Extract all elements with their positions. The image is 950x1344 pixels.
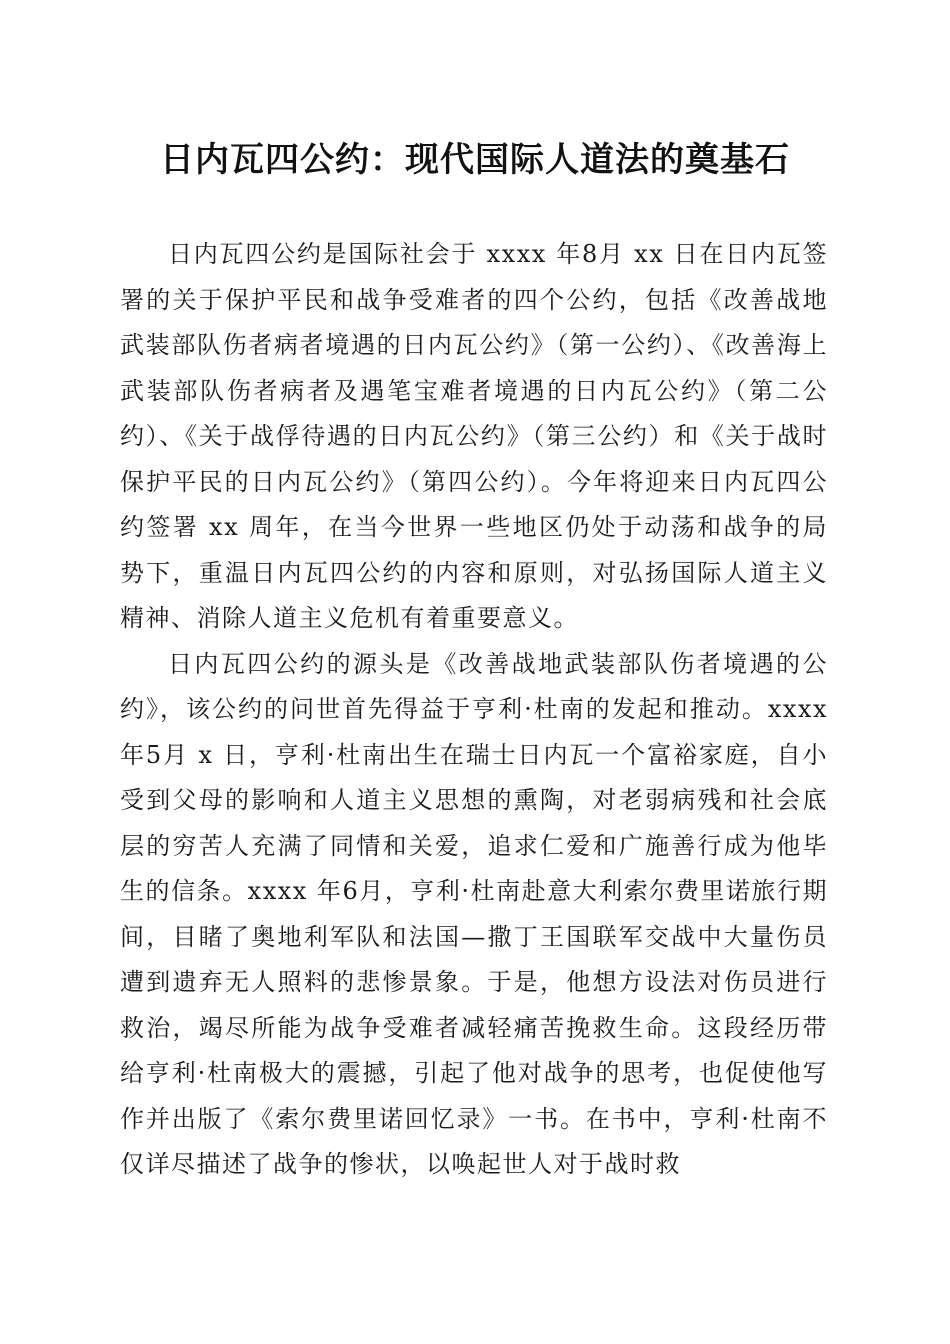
paragraph-1: 日内瓦四公约是国际社会于 xxxx 年8月 xx 日在日内瓦签署的关于保护平民和战争受难者的四个公约，包括《改善战地武装部队伤者病者境遇的日内瓦公约》（第一公约）、《改善海上武装部队伤者病者及遇笔宝难者境遇的日内瓦公约》（第二公约）、《关于战俘待遇的日内瓦公约》（第三公约）和《关于战时保护平民的日内瓦公约》（第四公约）。今年将迎来日内瓦四公约签署 xx 周年，在当今世界一些地区仍处于动荡和战争的局势下，重温日内瓦四公约的内容和原则，对弘扬国际人道主义精神、消除人道主义危机有着重要意义。 <box>120 240 828 632</box>
document-title: 日内瓦四公约：现代国际人道法的奠基石 <box>160 140 790 180</box>
paragraph-2: 日内瓦四公约的源头是《改善战地武装部队伤者境遇的公约》，该公约的问世首先得益于亨利·杜南的发起和推动。xxxx 年5月 x 日，亨利·杜南出生在瑞士日内瓦一个富裕家庭，自小受到父母的影响和人道主义思想的熏陶，对老弱病残和社会底层的穷苦人充满了同情和关爱，追求仁爱和广施善行成为他毕生的信条。xxxx 年6月，亨利·杜南赴意大利索尔费里诺旅行期间，目睹了奥地利军队和法国—撒丁王国联军交战中大量伤员遭到遗弃无人照料的悲惨景象。于是，他想方设法对伤员进行救治，竭尽所能为战争受难者减轻痛苦挽救生命。这段经历带给亨利·杜南极大的震撼，引起了他对战争的思考，也促使他写作并出版了《索尔费里诺回忆录》一书。在书中，亨利·杜南不仅详尽描述了战争的惨状，以唤起世人对于战时救 <box>120 649 828 1178</box>
document-body <box>120 232 828 1188</box>
